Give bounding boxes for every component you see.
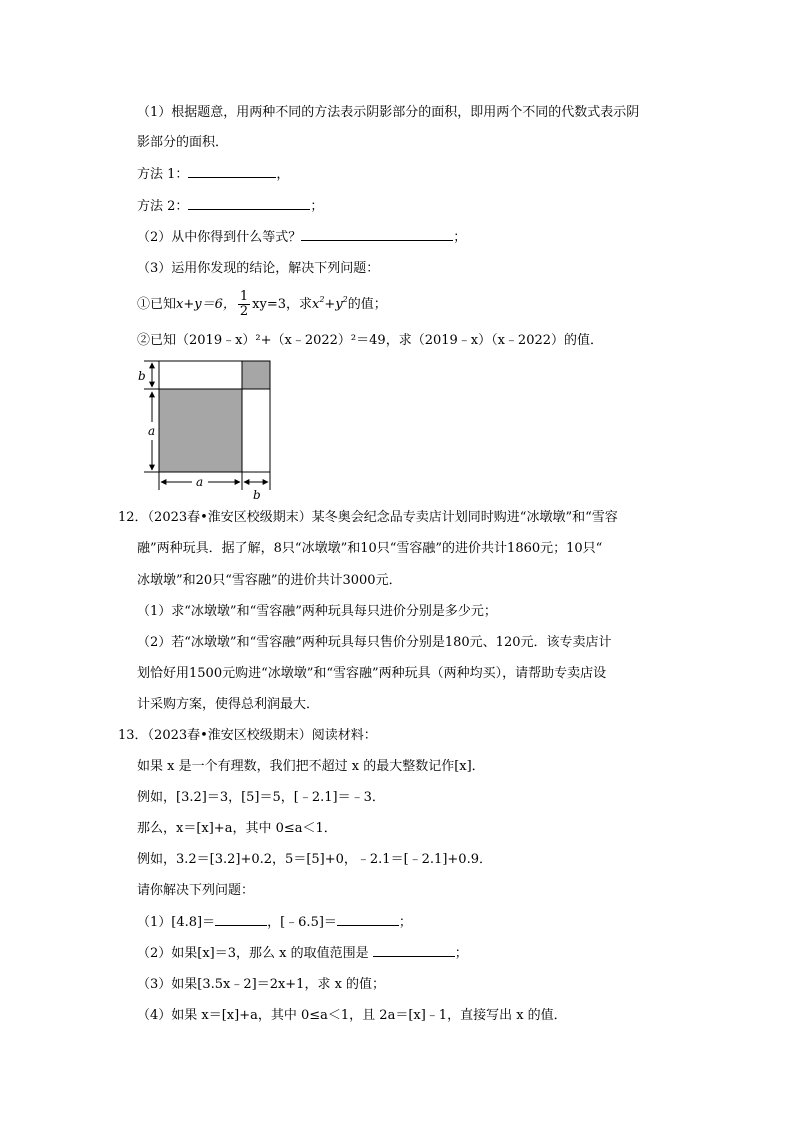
p12-line5: （2）若“冰墩墩”和“雪容融”两种玩具每只售价分别是180元、120元．该专卖店计	[137, 635, 612, 650]
part2-end: ；	[453, 230, 467, 245]
p11-method1	[137, 165, 289, 184]
square-diagram	[130, 356, 280, 502]
label-b-bottom: b	[253, 488, 261, 502]
label-a-bottom: a	[196, 475, 204, 489]
p11-question2: ②已知（2019﹣x）²+（x﹣2022）²＝49，求（2019﹣x）（x﹣2022）的值．	[137, 333, 604, 348]
p11-part2	[137, 228, 466, 247]
p12-line1: 12．（2023春•淮安区校级期末）某冬奥会纪念品专卖店计划同时购进“冰墩墩”和“雪容	[118, 510, 618, 525]
one-half-fraction	[238, 290, 250, 319]
large-shaded-square	[159, 389, 242, 472]
p13-line7	[137, 913, 412, 932]
fraction-denominator: 2	[239, 304, 249, 319]
p11-part1-line2: 影部分的面积．	[137, 135, 229, 150]
p13-line3: 例如，[3.2]＝3，[5]＝5，[﹣2.1]＝﹣3．	[137, 790, 385, 805]
p13-line8	[137, 944, 468, 963]
method1-end: ，	[276, 167, 290, 182]
small-shaded-square	[242, 361, 270, 389]
line7-part-c: ；	[398, 915, 412, 930]
p12-line2: 融”两种玩具．据了解，8只“冰墩墩”和10只“雪容融”的进价共计1860元；10只“	[137, 541, 603, 556]
line7-part-b: ，[﹣6.5]＝	[267, 915, 337, 930]
q1-end: 的值；	[347, 297, 387, 312]
q1-mid: xy=3，求	[252, 297, 312, 312]
range-answer-blank[interactable]	[373, 944, 455, 957]
method1-answer-blank[interactable]	[188, 165, 276, 178]
p11-question1	[137, 290, 387, 320]
p12-line4: （1）求“冰墩墩”和“雪容融”两种玩具每只进价分别是多少元；	[137, 604, 497, 619]
p11-method2	[137, 197, 323, 216]
method2-end: ；	[310, 199, 324, 214]
line7-part-a: （1）[4.8]＝	[137, 915, 216, 930]
method2-label: 方法 2：	[137, 199, 189, 214]
floor-neg6-5-answer-blank[interactable]	[337, 913, 399, 926]
line8-part-a: （2）如果[x]＝3，那么 x 的取值范围是	[137, 946, 373, 961]
p13-line5: 例如，3.2＝[3.2]+0.2，5＝[5]+0，﹣2.1＝[﹣2.1]+0.9．	[137, 852, 492, 867]
p12-line6: 划恰好用1500元购进“冰墩墩”和“雪容融”两种玩具（两种均买），请帮助专卖店设	[137, 666, 607, 681]
method1-label: 方法 1：	[137, 167, 189, 182]
p13-line9: （3）如果[3.5x﹣2]＝2x+1，求 x 的值；	[137, 977, 386, 992]
p12-line3: 冰墩墩”和20只“雪容融”的进价共计3000元．	[137, 573, 402, 588]
method2-answer-blank[interactable]	[188, 197, 310, 210]
line8-part-b: ；	[454, 946, 468, 961]
p13-line1: 13．（2023春•淮安区校级期末）阅读材料：	[118, 728, 377, 743]
q1-sum: x+y＝6，	[176, 297, 236, 312]
part2-answer-blank[interactable]	[301, 228, 453, 241]
floor-4-8-answer-blank[interactable]	[215, 913, 267, 926]
p12-line7: 计采购方案，使得总利润最大．	[137, 697, 320, 712]
p13-line6: 请你解决下列问题：	[137, 883, 255, 898]
p13-line10: （4）如果 x＝[x]+a，其中 0≤a＜1，且 2a＝[x]﹣1，直接写出 x 的值．	[137, 1008, 567, 1023]
q1-expression: $x^2+y^2$	[311, 295, 348, 312]
label-a-left: a	[148, 424, 156, 438]
q1-prefix: ①已知	[137, 297, 177, 312]
p11-part1-line1: （1）根据题意，用两种不同的方法表示阴影部分的面积，即用两个不同的代数式表示阴	[137, 105, 640, 120]
label-b-left: b	[138, 369, 146, 383]
fraction-numerator: 1	[239, 289, 249, 304]
p13-line2: 如果 x 是一个有理数，我们把不超过 x 的最大整数记作[x]．	[137, 759, 485, 774]
part2-text: （2）从中你得到什么等式？	[137, 230, 302, 245]
p13-line4: 那么，x＝[x]+a，其中 0≤a＜1．	[137, 821, 337, 836]
p11-part3: （3）运用你发现的结论，解决下列问题：	[137, 261, 380, 276]
